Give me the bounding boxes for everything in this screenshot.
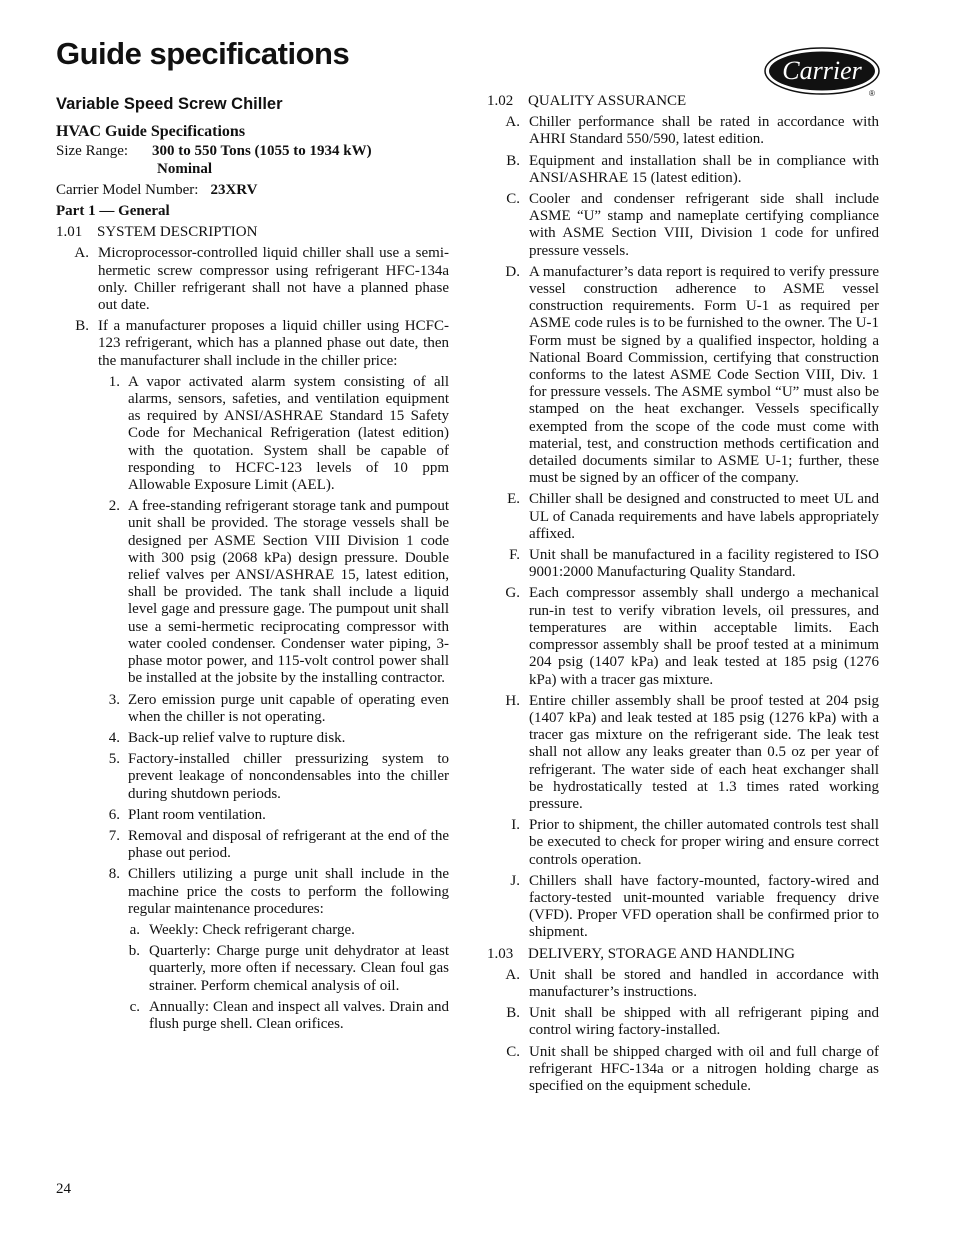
item-marker: 4. [108,729,120,746]
item-text: Equipment and installation shall be in compliance with ANSI/ASHRAE 15 (latest edition). [529,152,879,186]
item-marker: 6. [108,806,120,823]
item-text: Factory-installed chiller pressurizing system to prevent leakage of noncondensables into the chiller during shutdown periods. [128,751,449,802]
left-column [56,93,449,1037]
item-text: Chillers utilizing a purge unit shall include in the machine price the costs to perform the following regular maintenance procedures: [128,866,449,917]
item-text: Unit shall be shipped with all refrigerant piping and control wiring factory-installed. [529,1005,879,1039]
section-heading-102 [487,93,879,110]
size-range-value: 300 to 550 Tons (1055 to 1934 kW) [152,143,372,160]
section-number: 1.02 [487,93,514,109]
item-marker: G. [505,585,520,602]
item-text: Plant room ventilation. [128,806,266,823]
spec-subitem [56,498,449,687]
item-marker: c. [129,998,140,1015]
item-marker: 5. [108,751,120,768]
item-marker: 8. [108,866,120,883]
spec-item [487,585,879,688]
item-marker: B. [506,1005,520,1022]
item-marker: I. [511,817,520,834]
model-number-label: Carrier Model Number: [56,181,199,198]
item-text: A free-standing refrigerant storage tank and pumpout unit shall be provided. The storage vessels shall be designed per ASME Section VIII Division 1 code with 300 psig (2068 kPa) design pressure. Double relief valves per ANSI/ASHRAE 15, latest edition, shall be provided. The tank shall include a liquid level gage and pressure gage. The pumpout unit shall use a semi-hermetic reciprocating compressor with water cooled condenser. Condenser water piping, 3-phase motor power, and 115-volt control power shall be installed at the jobsite by the installing contractor. [128,498,449,687]
guide-heading: HVAC Guide Specifications [56,123,246,141]
item-text: Cooler and condenser refrigerant side shall include ASME “U” stamp and nameplate certifying compliance with ASME Section VIII, Division 1 code for unfired pressure vessels. [529,191,879,259]
item-text: Zero emission purge unit capable of operating even when the chiller is not operating. [128,691,449,725]
item-marker: C. [506,191,520,208]
spec-subitem [56,374,449,494]
page-title: Guide specifications [56,36,350,71]
item-text: Each compressor assembly shall undergo a mechanical run-in test to verify vibration levels, oil pressures, and temperatures are within acceptable limits. Each compressor assembly shall be proof tested at a minimum 204 psig (1407 kPa) and leak tested at 185 psig (1276 kPa) with a tracer gas mixture. [529,585,879,688]
item-text: If a manufacturer proposes a liquid chiller using HCFC-123 refrigerant, which has a planned phase out date, then the manufacturer shall include in the chiller price: [98,318,449,369]
item-marker: F. [509,547,520,564]
section-title: QUALITY ASSURANCE [528,93,687,109]
spec-subsubitem [56,922,449,939]
item-marker: 1. [108,373,120,390]
item-marker: 7. [108,827,120,844]
item-marker: A. [505,966,520,983]
carrier-logo-icon [764,46,888,98]
item-text: Microprocessor-controlled liquid chiller shall use a semi-hermetic screw compressor using refrigerant HFC-134a only. Chiller refrigerant shall not have a planned phase out date. [98,245,449,314]
section-number: 1.01 [56,224,83,241]
item-text: Prior to shipment, the chiller automated controls test shall be executed to check for proper wiring and ensure correct controls operation. [529,817,879,868]
item-text: Removal and disposal of refrigerant at the end of the phase out period. [128,827,449,862]
item-marker: A. [74,245,89,262]
spec-item [56,245,449,314]
item-text: Weekly: Check refrigerant charge. [149,921,355,938]
spec-subsubitem [56,943,449,995]
spec-subitem [56,807,449,824]
section-number: 1.03 [487,945,514,962]
carrier-logo [764,46,888,98]
item-marker: a. [129,921,140,938]
spec-item [487,153,879,187]
item-text: Chiller shall be designed and constructed to meet UL and UL of Canada requirements and have labels appropriately affixed. [529,491,879,542]
item-marker: A. [505,114,520,131]
size-range-row [56,143,449,160]
size-range-label: Size Range: [56,143,129,160]
item-text: Unit shall be stored and handled in accordance with manufacturer’s instructions. [529,966,879,1000]
spec-item [487,873,879,942]
item-marker: B. [75,318,89,335]
item-marker: H. [505,692,520,709]
spec-item [487,693,879,813]
section-subtitle: Variable Speed Screw Chiller [56,95,283,113]
spec-subitem [56,866,449,918]
item-marker: J. [510,872,520,889]
spec-subsubitem [56,999,449,1033]
spec-item [487,191,879,260]
item-text: A vapor activated alarm system consisting of all alarms, sensors, safeties, and ventilation equipment as required by ANSI/ASHRAE Standard 15 Safety Code for Mechanical Refrigeration (latest edition) with the quotation. System shall be capable of responding to HCFC-123 levels of 10 ppm Allowable Exposure Limit (AEL). [128,373,449,494]
spec-item [487,1044,879,1096]
spec-item [487,114,879,148]
item-marker: b. [128,943,140,960]
section-title: DELIVERY, STORAGE AND HANDLING [528,945,795,962]
spec-subitem [56,730,449,747]
section-heading-101 [56,224,449,241]
right-column [487,93,879,1099]
item-marker: E. [507,491,520,508]
item-text: Chiller performance shall be rated in accordance with AHRI Standard 550/590, latest edition. [529,114,879,148]
svg-text:®: ® [869,89,875,98]
spec-subitem [56,751,449,803]
item-marker: D. [505,263,520,280]
item-marker: B. [506,152,520,169]
size-range-nominal: Nominal [157,160,213,177]
item-text: Back-up relief valve to rupture disk. [128,729,346,746]
item-text: Unit shall be shipped charged with oil and full charge of refrigerant HFC-134a or a nitrogen holding charge as specified on the equipment schedule. [529,1043,879,1094]
item-marker: 3. [108,691,120,708]
item-text: Entire chiller assembly shall be proof tested at 204 psig (1407 kPa) and leak tested at 185 psig (1276 kPa) with a tracer gas mixture on the refrigerant side. The leak test shall not allow any leaks greater than 0.5 oz per year of refrigerant. The water side of each heat exchanger shall be hydrostatically tested at 1.3 times rated working pressure. [529,692,879,812]
spec-item [487,817,879,869]
spec-item [487,264,879,488]
section-title: SYSTEM DESCRIPTION [97,224,258,241]
spec-item [487,1005,879,1039]
item-marker: 2. [108,498,120,515]
item-text: A manufacturer’s data report is required to verify pressure vessel construction adherence to ASME vessel construction requirements. Form U-1 as required per ASME code rules is to be furnished to the owner. The U-1 Form must be signed by a qualified inspector, holding a National Board Commission, certifying that construction conforms to the latest ASME Code Section VIII, Div. 1 for pressure vessels. The ASME symbol “U” must also be stamped on the heat exchanger. Vessels specifically exempted from the scope of the code must come with material, test, and construction methods certification and detailed documents similar to ASME U-1; further, these must be signed by an officer of the company. [529,263,879,487]
part-heading: Part 1 — General [56,203,170,220]
item-text: Chillers shall have factory-mounted, factory-wired and factory-tested unit-mounted variable frequency drive (VFD). Proper VFD operation shall be confirmed prior to shipment. [529,872,879,941]
svg-text:Carrier: Carrier [782,56,862,85]
model-number-row [56,182,449,199]
spec-item [487,491,879,543]
page-number: 24 [56,1181,71,1197]
spec-item [487,967,879,1001]
spec-item [487,547,879,581]
section-heading-103 [487,946,879,963]
item-text: Annually: Clean and inspect all valves. Drain and flush purge shell. Clean orifices. [149,998,449,1032]
item-marker: C. [506,1043,520,1060]
spec-item [56,318,449,370]
spec-subitem [56,828,449,862]
spec-subitem [56,692,449,726]
model-number-value: 23XRV [210,181,258,198]
item-text: Unit shall be manufactured in a facility registered to ISO 9001:2000 Manufacturing Quality Standard. [529,547,879,581]
item-text: Quarterly: Charge purge unit dehydrator at least quarterly, more often if necessary. Clean foul gas strainer. Perform chemical analysis of oil. [149,943,449,994]
